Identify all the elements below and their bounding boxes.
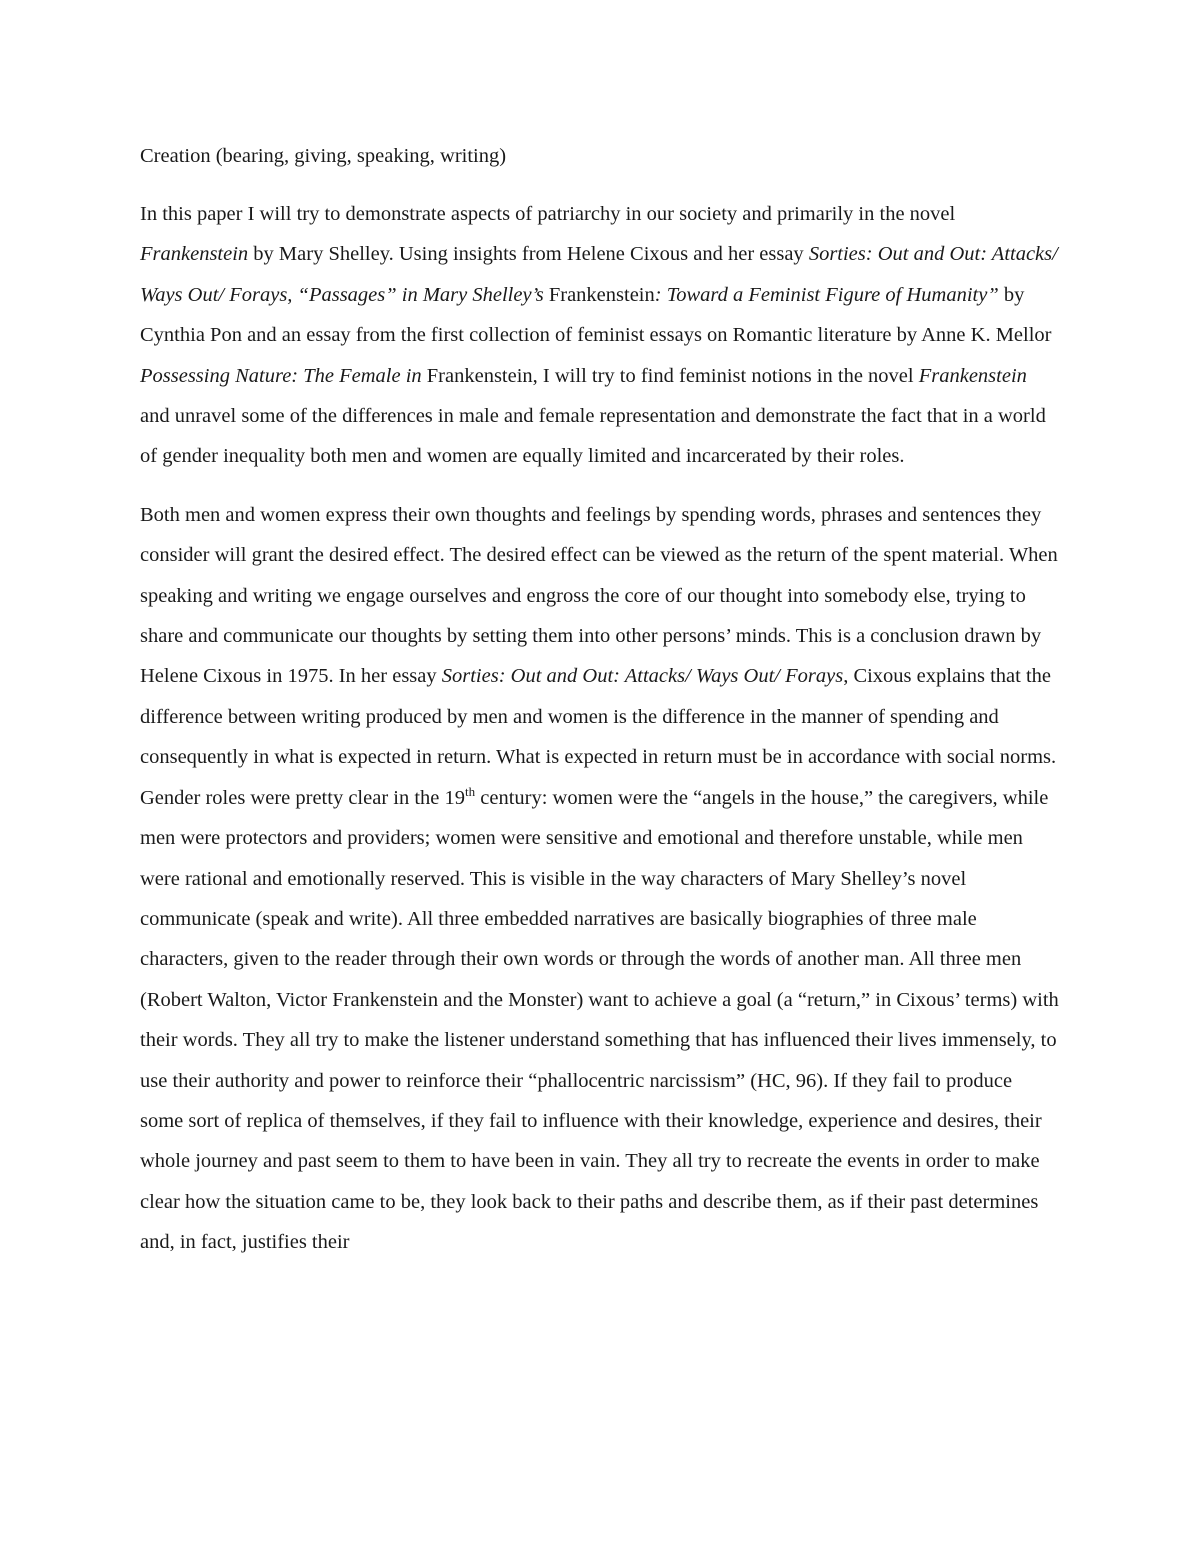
text-run: Frankenstein <box>543 283 655 306</box>
paragraph-intro <box>140 194 1060 477</box>
italic-title-sorties: Sorties: Out and Out: Attacks/ Ways Out/ Forays <box>441 665 844 688</box>
italic-title-sorties-passages: Sorties: Out and Out: Attacks/ Ways Out/ Forays, “Passages” in Mary Shelley’s <box>140 243 1058 306</box>
text-run: Both men and women express their own thoughts and feelings by spending words, phrases and sentences they consider will grant the desired effect. The desired effect can be viewed as the return of the spent material. When speaking and writing we engage ourselves and engross the core of our thought into somebody else, trying to share and communicate our thoughts by setting them into other persons’ minds. This is a conclusion drawn by Helene Cixous in 1975. In her essay <box>140 503 1058 688</box>
text-run: Frankenstein, I will try to find feminist notions in the novel <box>421 364 919 387</box>
italic-title-frankenstein: Frankenstein <box>140 243 249 266</box>
document-body <box>140 140 1060 1263</box>
superscript-th: th <box>465 783 476 799</box>
italic-title-frankenstein: Frankenstein <box>918 364 1027 387</box>
text-run: , Cixous explains that the difference between writing produced by men and women is the difference in the manner of spending and consequently in what is expected in return. What is expected in return must be in accordance with social norms. Gender roles were pretty clear in the 19 <box>140 665 1057 809</box>
document-title: Creation (bearing, giving, speaking, writing) <box>140 145 507 167</box>
italic-title-toward-feminist-figure: : Toward a Feminist Figure of Humanity” <box>654 283 999 306</box>
text-run: century: women were the “angels in the house,” the caregivers, while men were protectors and providers; women were sensitive and emotional and therefore unstable, while men were rational and emotionally reserved. This is visible in the way characters of Mary Shelley’s novel communicate (speak and write). All three embedded narratives are basically biographies of three male characters, given to the reader through their own words or through the words of another man. All three men (Robert Walton, Victor Frankenstein and the Monster) want to achieve a goal (a “return,” in Cixous’ terms) with their words. They all try to make the listener understand something that has influenced their lives immensely, to use their authority and power to reinforce their “phallocentric narcissism” (HC, 96). If they fail to produce some sort of replica of themselves, if they fail to influence with their knowledge, experience and desires, their whole journey and past seem to them to have been in vain. They all try to recreate the events in order to make clear how the situation came to be, they look back to their paths and describe them, as if their past determines and, in fact, justifies their <box>140 786 1059 1254</box>
text-run: and unravel some of the differences in male and female representation and demonstrate the fact that in a world of gender inequality both men and women are equally limited and incarcerated by their roles. <box>140 405 1046 468</box>
paragraph-body <box>140 495 1060 1263</box>
italic-title-possessing-nature: Possessing Nature: The Female in <box>140 364 422 387</box>
text-run: by Cynthia Pon and an essay from the first collection of feminist essays on Romantic literature by Anne K. Mellor <box>140 283 1052 347</box>
text-run: by Mary Shelley. Using insights from Helene Cixous and her essay <box>248 243 809 266</box>
text-run: In this paper I will try to demonstrate aspects of patriarchy in our society and primarily in the novel <box>140 203 956 225</box>
